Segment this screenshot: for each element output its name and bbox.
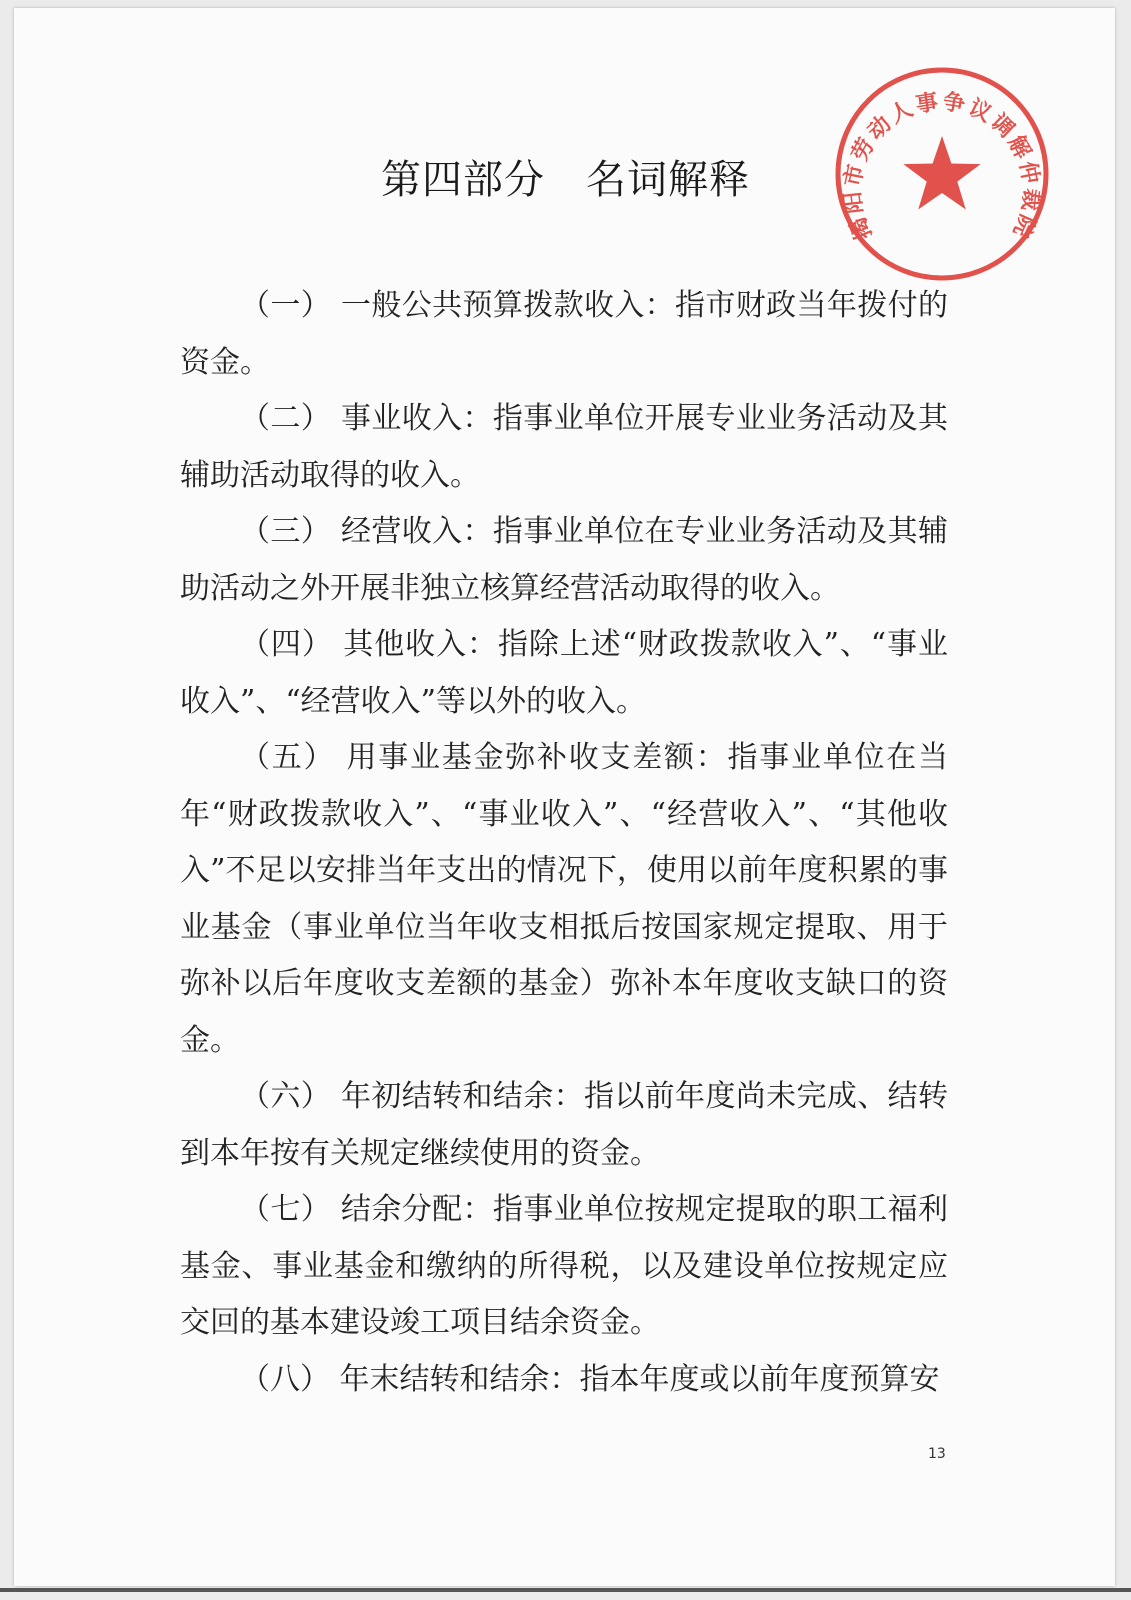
star-icon <box>903 136 980 210</box>
seal-text-path: 揭阳市劳动人事争议调解仲裁院 <box>840 89 1044 244</box>
page-title: 第四部分 名词解释 <box>381 157 750 203</box>
paragraph-1: （一） 一般公共预算拨款收入：指市财政当年拨付的资金。 <box>180 288 948 380</box>
paragraph-4: （四） 其他收入：指除上述“财政拨款收入”、“事业收入”、“经营收入”等以外的收入。 <box>180 627 948 719</box>
page-number: 13 <box>928 1446 946 1462</box>
document-body <box>180 278 948 1408</box>
official-seal <box>832 64 1052 284</box>
paragraph-8: （八） 年末结转和结余：指本年度或以前年度预算安 <box>240 1361 940 1397</box>
paragraph-7: （七） 结余分配：指事业单位按规定提取的职工福利基金、事业基金和缴纳的所得税，以及建设单位按规定应交回的基本建设竣工项目结余资金。 <box>180 1192 948 1340</box>
bottom-edge-bar <box>0 1588 1131 1592</box>
paragraph-6: （六） 年初结转和结余：指以前年度尚未完成、结转到本年按有关规定继续使用的资金。 <box>180 1079 948 1171</box>
paragraph-5: （五） 用事业基金弥补收支差额：指事业单位在当年“财政拨款收入”、“事业收入”、“经营收入”、“其他收入”不足以安排当年支出的情况下，使用以前年度积累的事业基金（事业单位当年收支相抵后按国家规定提取、用于弥补以后年度收支差额的基金）弥补本年度收支缺口的资金。 <box>180 740 948 1058</box>
paragraph-2: （二） 事业收入：指事业单位开展专业业务活动及其辅助活动取得的收入。 <box>180 401 948 493</box>
paragraph-3: （三） 经营收入：指事业单位在专业业务活动及其辅助活动之外开展非独立核算经营活动取得的收入。 <box>180 514 948 606</box>
